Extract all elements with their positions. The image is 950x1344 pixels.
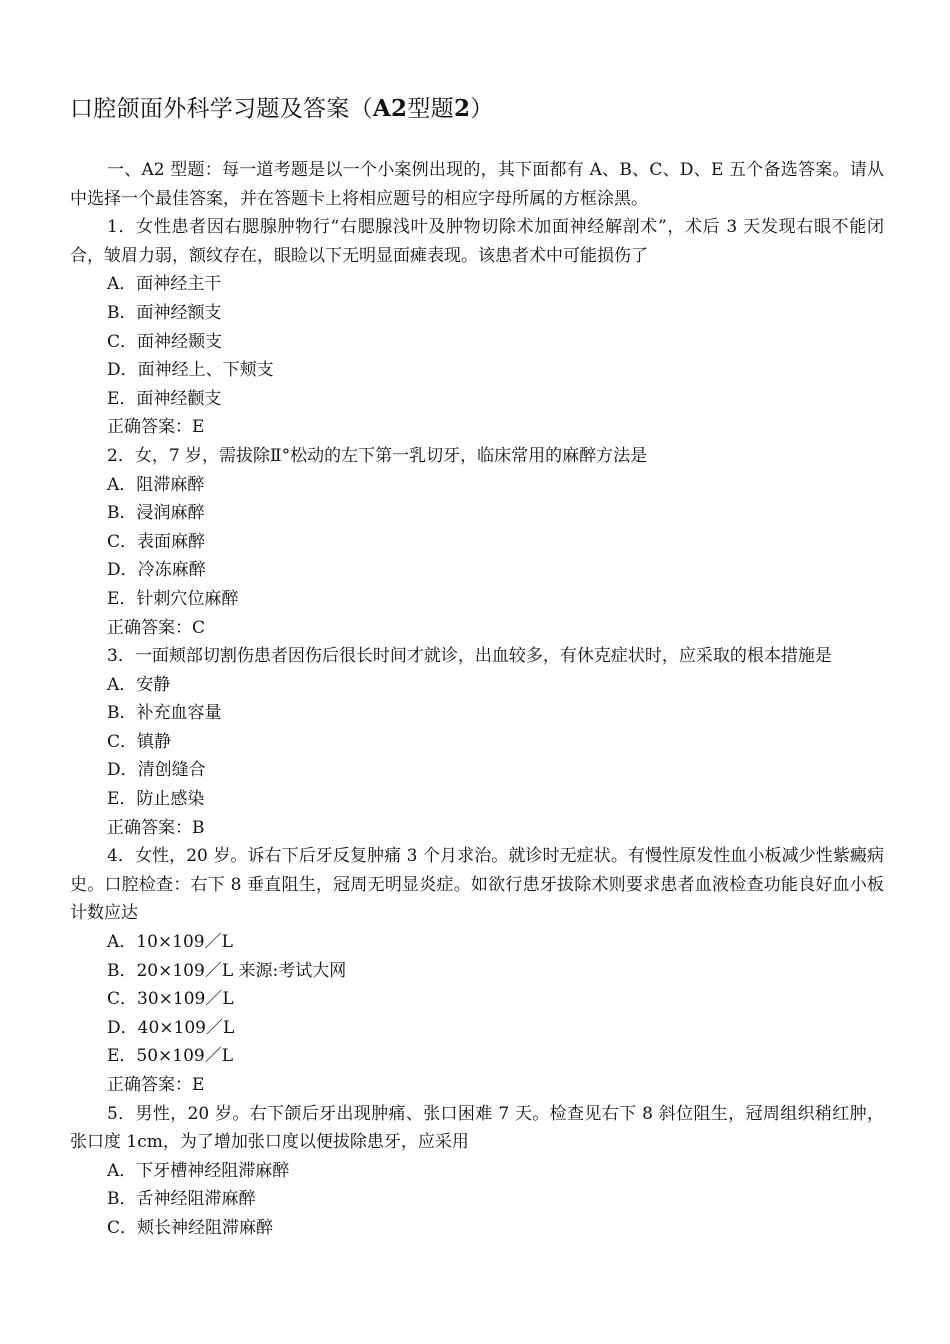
title-bold-text: A2 (372, 95, 408, 122)
option-e: E．50×109／L (107, 1046, 234, 1067)
option-c: C．面神经颞支 (107, 331, 223, 352)
option-b: B．浸润麻醉 (107, 503, 205, 524)
option-c: C．表面麻醉 (107, 531, 206, 552)
answer-line: 正确答案：B (107, 817, 205, 838)
option-e: E．针刺穴位麻醉 (107, 588, 239, 609)
answer-line: 正确答案：E (107, 417, 205, 438)
option-d: D．40×109／L (107, 1017, 235, 1038)
question-stem: 3．一面颊部切割伤患者因伤后很长时间才就诊，出血较多，有休克症状时，应采取的根本措施是 (107, 646, 832, 667)
option-b: B．补充血容量 (107, 703, 222, 724)
title-text-mid: 型题 (407, 96, 454, 122)
option-b: B．20×109／L 来源:考试大网 (107, 960, 347, 981)
question-1 (70, 213, 884, 442)
option-a: A．安静 (107, 674, 171, 695)
option-c: C．镇静 (107, 731, 172, 752)
option-e: E．防止感染 (107, 789, 205, 810)
title-bold-number: 2 (453, 95, 471, 122)
option-a: A．下牙槽神经阻滞麻醉 (107, 1160, 290, 1181)
question-3 (70, 642, 884, 842)
answer-line: 正确答案：E (107, 1075, 205, 1095)
question-stem: 4．女性，20 岁。诉右下后牙反复肿痛 3 个月求治。就诊时无症状。有慢性原发性血小板减少性紫癜病史。口腔检查：右下 8 垂直阻生，冠周无明显炎症。如欲行患牙拔除术则要求患者血液检查功能良好血小板计数应达 (70, 846, 884, 924)
option-c: C．30×109／L (107, 989, 234, 1010)
question-4 (70, 842, 884, 1099)
question-stem: 2．女，7 岁，需拔除Ⅱ°松动的左下第一乳切牙，临床常用的麻醉方法是 (107, 445, 648, 466)
intro-paragraph: 一、A2 型题：每一道考题是以一个小案例出现的，其下面都有 A、B、C、D、E 五个备选答案。请从中选择一个最佳答案，并在答题卡上将相应题号的相应字母所属的方框涂黑。 (70, 160, 884, 209)
option-a: A．阻滞麻醉 (107, 474, 205, 495)
option-d: D．面神经上、下颊支 (107, 360, 274, 381)
question-stem: 5．男性，20 岁。右下颌后牙出现肿痛、张口困难 7 天。检查见右下 8 斜位阻生，冠周组织稍红肿，张口度 1cm，为了增加张口度以便拔除患牙，应采用 (70, 1103, 884, 1153)
option-d: D．冷冻麻醉 (107, 560, 206, 581)
option-a: A．10×109／L (107, 932, 233, 953)
option-b: B．舌神经阻滞麻醉 (107, 1189, 256, 1210)
page-title (70, 92, 494, 126)
answer-line: 正确答案：C (107, 617, 206, 638)
question-stem: 1．女性患者因右腮腺肿物行“右腮腺浅叶及肿物切除术加面神经解剖术”，术后 3 天发现右眼不能闭合，皱眉力弱，额纹存在，眼睑以下无明显面瘫表现。该患者术中可能损伤了 (70, 217, 884, 266)
title-text-end: ） (470, 96, 494, 122)
option-c: C．颊长神经阻滞麻醉 (107, 1217, 274, 1238)
option-b: B．面神经额支 (107, 302, 222, 323)
option-a: A．面神经主干 (107, 274, 222, 295)
option-e: E．面神经颧支 (107, 388, 222, 409)
option-d: D．清创缝合 (107, 760, 206, 781)
title-text: 口腔颌面外科学习题及答案（ (70, 96, 373, 122)
document-body (70, 156, 884, 1243)
question-2 (70, 442, 884, 642)
question-5 (70, 1100, 884, 1243)
